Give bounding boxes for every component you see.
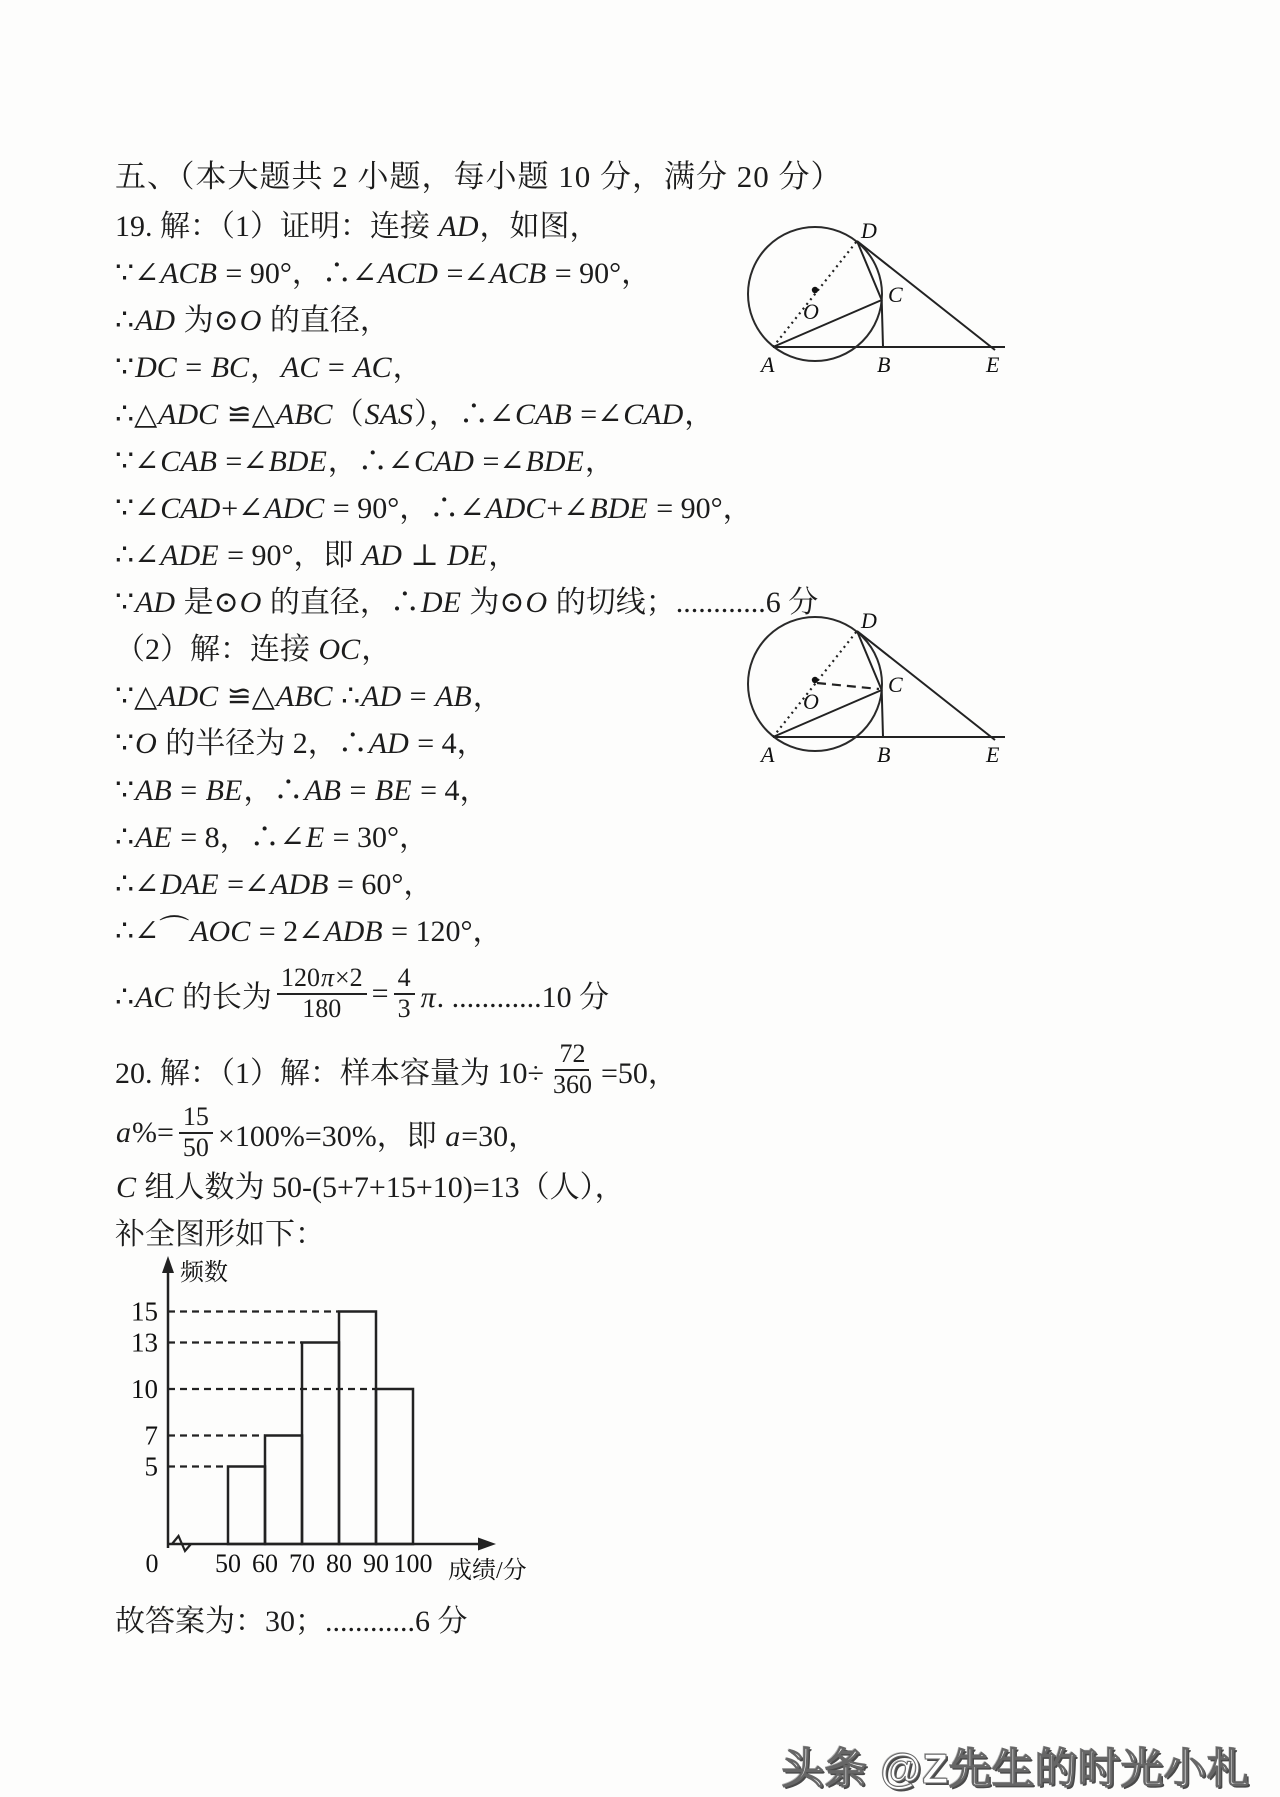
solution-line: ∵O 的半径为 2，∴AD = 4， (115, 727, 487, 760)
solution-line: ∵AB = BE，∴AB = BE = 4， (115, 774, 490, 807)
histogram-bar (228, 1467, 265, 1545)
label-D: D (861, 612, 877, 633)
footer-watermark: 头条 @Z先生的时光小札 (781, 1745, 1250, 1792)
center-dot-O (812, 677, 818, 683)
solution-line: ∴AE = 8，∴∠E = 30°， (115, 821, 430, 854)
tangent-DE (857, 631, 995, 740)
fraction-numerator: 4 (394, 964, 415, 995)
fraction (179, 1103, 213, 1162)
solution-line: ∴∠⌒AOC = 2∠ADB = 120°， (115, 915, 503, 948)
label-B: B (877, 352, 891, 377)
x-tick-label: 80 (326, 1549, 352, 1578)
radius-OC-dashed (817, 683, 879, 689)
solution-line: ∵DC = BC，AC = AC， (115, 351, 423, 384)
math-text: =50， (600, 1056, 678, 1090)
math-text: ×100%=30%，即 a=30， (217, 1119, 539, 1153)
origin-label: 0 (145, 1549, 159, 1578)
answer-closing-line: 故答案为：30；............6 分 (115, 1605, 468, 1638)
solution-line: 19. 解：（1）证明：连接 AD，如图， (115, 210, 600, 243)
frequency-histogram (112, 1256, 562, 1586)
solution-line: ∴△ADC ≌△ABC（SAS），∴∠CAB =∠CAD， (115, 398, 715, 431)
problem19-solution (115, 203, 818, 1029)
fraction (549, 1040, 596, 1099)
tangent-DE (857, 241, 995, 350)
math-text: ∴AC 的长为 (115, 981, 272, 1014)
label-E: E (986, 742, 1000, 767)
circle-diagram-part1 (733, 222, 1023, 397)
math-text: a%= (116, 1115, 174, 1149)
solution-line: ∴AD 为⊙O 的直径， (115, 304, 390, 337)
fraction-numerator: 120π×2 (277, 964, 367, 995)
label-O: O (803, 299, 819, 324)
solution-line (115, 959, 818, 1029)
y-tick-label: 10 (131, 1374, 158, 1404)
circle-diagram-part2 (733, 612, 1023, 787)
fraction-denominator: 50 (182, 1132, 209, 1162)
label-O: O (803, 689, 819, 714)
fraction (394, 964, 415, 1023)
solution-line: ∴∠ADE = 90°，即 AD ⊥ DE， (115, 539, 519, 572)
label-D: D (861, 222, 877, 243)
diameter-AD-dotted (773, 631, 857, 737)
label-E: E (986, 352, 1000, 377)
solution-line: ∵∠ACB = 90°，∴∠ACD =∠ACB = 90°， (115, 257, 652, 290)
fraction (277, 964, 367, 1023)
histogram-bar (376, 1389, 413, 1544)
fraction-numerator: 15 (179, 1103, 213, 1134)
y-tick-label: 5 (144, 1451, 158, 1482)
solution-line (115, 1101, 678, 1164)
solution-line: ∵∠CAB =∠BDE，∴∠CAD =∠BDE， (115, 445, 615, 478)
label-A: A (761, 742, 775, 767)
fraction-denominator: 360 (552, 1069, 592, 1099)
fraction-numerator: 72 (555, 1040, 589, 1071)
y-axis-title: 频数 (180, 1260, 228, 1286)
histogram-bar (339, 1312, 376, 1545)
section-header: 五、（本大题共 2 小题，每小题 10 分，满分 20 分） (115, 159, 843, 194)
x-tick-label: 60 (252, 1549, 278, 1578)
solution-line: （2）解：连接 OC， (115, 633, 392, 666)
fraction-denominator: 3 (397, 994, 411, 1023)
y-axis-arrow (162, 1256, 174, 1273)
solution-line (115, 1038, 678, 1101)
label-C: C (888, 282, 903, 307)
solution-line: ∵∠CAD+∠ADC = 90°，∴∠ADC+∠BDE = 90°， (115, 492, 753, 525)
problem20-solution (115, 1038, 678, 1258)
solution-line: ∴∠DAE =∠ADB = 60°， (115, 868, 434, 901)
center-dot-O (812, 287, 818, 293)
segment-CB (882, 690, 883, 737)
diameter-AD-dotted (773, 241, 857, 347)
solution-line: ∵△ADC ≌△ABC ∴AD = AB， (115, 680, 503, 713)
x-tick-label: 50 (215, 1549, 241, 1578)
x-tick-label: 70 (289, 1549, 315, 1578)
chord-AC (773, 300, 882, 347)
solution-line: 补全图形如下： (115, 1218, 325, 1251)
solution-line: ∵AD 是⊙O 的直径，∴DE 为⊙O 的切线；............6 分 (115, 586, 819, 619)
math-text: = (371, 977, 389, 1010)
chord-AC (773, 690, 882, 737)
segment-CB (882, 300, 883, 347)
x-axis-title: 成绩/分 (448, 1558, 527, 1584)
label-C: C (888, 672, 903, 697)
math-text: 20. 解：（1）解：样本容量为 10÷ (115, 1056, 544, 1090)
fraction-denominator: 180 (302, 994, 342, 1023)
label-A: A (761, 352, 775, 377)
math-text: π. ............10 分 (420, 981, 610, 1014)
y-tick-label: 15 (131, 1296, 158, 1327)
y-tick-label: 7 (144, 1420, 158, 1451)
histogram-bar (265, 1436, 302, 1545)
y-tick-label: 13 (131, 1327, 158, 1358)
label-B: B (877, 742, 891, 767)
x-tick-label: 90 (363, 1549, 389, 1578)
x-tick-label: 100 (393, 1549, 433, 1578)
x-axis-arrow (478, 1538, 496, 1551)
histogram-bar (302, 1343, 339, 1545)
solution-line: C 组人数为 50-(5+7+15+10)=13（人）， (116, 1171, 625, 1204)
